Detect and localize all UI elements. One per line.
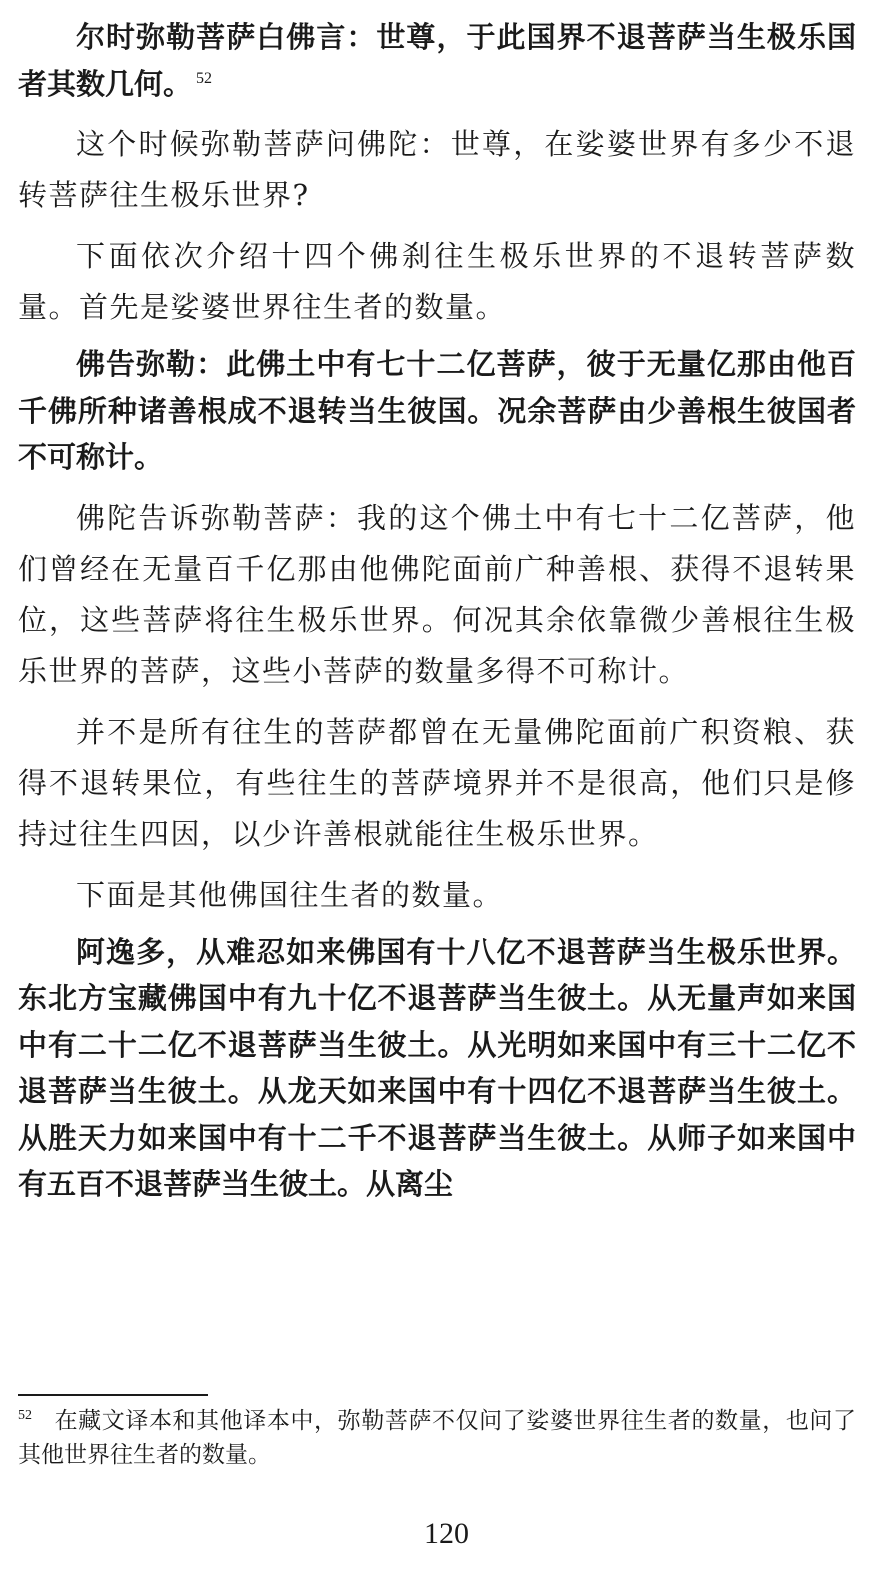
footnote-text: 在藏文译本和其他译本中，弥勒菩萨不仅问了娑婆世界往生者的数量，也问了其他世界往生者的数量。 — [18, 1408, 856, 1468]
sutra-paragraph-2: 佛告弥勒：此佛土中有七十二亿菩萨，彼于无量亿那由他百千佛所种诸善根成不退转当生彼国。况余菩萨由少善根生彼国者不可称计。 — [18, 347, 856, 474]
page-body — [18, 14, 856, 1208]
footnote — [18, 1404, 856, 1472]
footnote-number: 52 — [18, 1408, 32, 1424]
sutra-text-1: 尔时弥勒菩萨白佛言：世尊，于此国界不退菩萨当生极乐国者其数几何。 — [18, 20, 856, 101]
page-number: 120 — [424, 1517, 469, 1550]
footnote-reference[interactable]: 52 — [196, 69, 213, 87]
sutra-paragraph-3: 阿逸多，从难忍如来佛国有十八亿不退菩萨当生极乐世界。东北方宝藏佛国中有九十亿不退菩萨当生彼土。从无量声如来国中有二十二亿不退菩萨当生彼土。从光明如来国中有三十二亿不退菩萨当生彼土。从龙天如来国中有十四亿不退菩萨当生彼土。从胜天力如来国中有十二千不退菩萨当生彼土。从师子如来国中有五百不退菩萨当生彼土。从离尘 — [18, 934, 856, 1201]
footnote-separator — [18, 1394, 208, 1396]
translation-paragraph-4: 并不是所有往生的菩萨都曾在无量佛陀面前广积资粮、获得不退转果位，有些往生的菩萨境界并不是很高，他们只是修持过往生四因，以少许善根就能往生极乐世界。 — [18, 714, 856, 851]
translation-paragraph-2: 下面依次介绍十四个佛刹往生极乐世界的不退转菩萨数量。首先是娑婆世界往生者的数量。 — [18, 239, 856, 324]
translation-paragraph-3: 佛陀告诉弥勒菩萨：我的这个佛土中有七十二亿菩萨，他们曾经在无量百千亿那由他佛陀面前广种善根、获得不退转果位，这些菩萨将往生极乐世界。何况其余依靠微少善根往生极乐世界的菩萨，这些小菩萨的数量多得不可称计。 — [18, 500, 856, 688]
sutra-paragraph-1 — [18, 14, 856, 107]
translation-paragraph-1: 这个时候弥勒菩萨问佛陀：世尊，在娑婆世界有多少不退转菩萨往生极乐世界? — [18, 127, 856, 212]
translation-paragraph-5: 下面是其他佛国往生者的数量。 — [76, 877, 504, 912]
